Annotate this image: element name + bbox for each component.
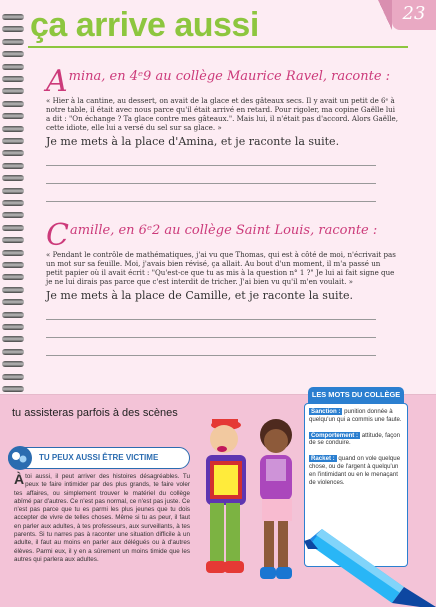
spiral-ring: [2, 200, 24, 206]
spiral-ring: [2, 361, 24, 367]
spiral-ring: [2, 51, 24, 57]
story-heading-text: mina, en 4ᵉ9 au collège Maurice Ravel, raconte :: [68, 69, 391, 84]
spiral-ring: [2, 349, 24, 355]
writing-line[interactable]: [46, 355, 376, 356]
story-prompt: Je me mets à la place de Camille, et je raconte la suite.: [46, 289, 353, 302]
page-title: ça arrive aussi: [30, 6, 259, 44]
story-prompt: Je me mets à la place d'Amina, et je raconte la suite.: [46, 135, 340, 148]
spiral-ring: [2, 188, 24, 194]
glossary-entry: [309, 432, 403, 448]
spiral-ring: [2, 312, 24, 318]
story-heading: [46, 64, 398, 99]
spiral-ring: [2, 374, 24, 380]
glossary-title: LES MOTS DU COLLÈGE: [308, 387, 404, 403]
spiral-ring: [2, 150, 24, 156]
spiral-ring: [2, 113, 24, 119]
glossary-term: Sanction :: [311, 408, 341, 415]
glossary-definition: punition donnée à quelqu'un qui a commis une faute.: [309, 408, 402, 423]
spiral-ring: [2, 88, 24, 94]
spiral-ring: [2, 126, 24, 132]
speech-bubble-icon: [6, 444, 34, 472]
glossary-definition: attitude, façon de se conduire.: [309, 431, 401, 447]
story-amina: [46, 64, 398, 202]
spiral-ring: [2, 225, 24, 231]
victim-heading-box: [8, 447, 190, 469]
spiral-ring: [2, 175, 24, 181]
glossary-entry: [309, 455, 403, 486]
writing-line[interactable]: [46, 165, 376, 166]
spiral-ring: [2, 336, 24, 342]
spiral-ring: [2, 274, 24, 280]
spiral-ring: [2, 138, 24, 144]
story-text: « Pendant le contrôle de mathématiques, j'ai vu que Thomas, qui est à côté de moi, n'écrivait pas un mot sur sa feuille. Moi, j'avais bien révisé, ça allait. Au bout d'un moment, il m'a passé un petit papier où il avait écrit : "Qu'est-ce que tu as mis à la question n° 1 ?" Je lui ai fait signe que je ne lui dirais pas parce que c'est interdit de tricher. J'ai bien vu qu'il m'en voulait. »: [46, 250, 396, 286]
story-text: « Hier à la cantine, au dessert, on avait de la glace et des gâteaux secs. Il y avait un petit de 6ᵉ à notre table, il était avec nous parce qu'il était arrivé en retard. Pour rigoler, ma copine Gaëlle lui a dit : "On échange ? Ta glace contre mes gâteaux.". Mais lui, il n'était pas d'accord. Alors Gaëlle, cette idiote, elle lui a versé du sel sur sa glace. »: [46, 96, 398, 132]
spiral-ring: [2, 101, 24, 107]
spiral-ring: [2, 250, 24, 256]
body-text: toi aussi, il peut arriver des histoires désagréables. Tu peux te faire intimider par des plus grands, te faire voler tes affaires, ou simplement trouver le matériel du collège abîmé par d'autres. Ce n'est pas normal, ce n'est pas juste. Ce n'est pas parce que tu es parmi les plus jeunes que tu dois accepter de vivre de telles choses. Même si tu as peur, il faut en parler aux adultes, à tes professeurs, aux surveillants, à tes parents. Si tu narres pas à raconter une situation difficile à un adulte, il faut au moins en parler aux délégués ou à d'autres élèves. Parmi eux, il y en a sûrement un moins timide que les autres qui parlera aux adultes.: [14, 473, 190, 563]
story-heading: [46, 218, 398, 253]
story-dropcap: C: [46, 218, 69, 253]
body-dropcap: À: [14, 471, 25, 487]
scene-caption: tu assisteras parfois à des scènes: [12, 407, 178, 419]
story-camille: [46, 218, 398, 356]
highlighter-marker-illustration: [300, 505, 436, 607]
spiral-ring: [2, 76, 24, 82]
spiral-ring: [2, 14, 24, 20]
victim-body-text: [14, 473, 190, 564]
spiral-ring: [2, 287, 24, 293]
spiral-ring: [2, 39, 24, 45]
spiral-ring: [2, 163, 24, 169]
title-underline: [28, 46, 408, 48]
spiral-ring: [2, 386, 24, 392]
spiral-ring: [2, 237, 24, 243]
spiral-ring: [2, 64, 24, 70]
page-number: 23: [392, 0, 436, 30]
writing-line[interactable]: [46, 201, 376, 202]
boy-figure: [206, 419, 246, 573]
girl-figure: [260, 419, 292, 579]
spiral-ring: [2, 212, 24, 218]
spiral-ring: [2, 299, 24, 305]
glossary-term: Racket :: [311, 455, 335, 463]
writing-line[interactable]: [46, 183, 376, 184]
bottom-section: [0, 390, 436, 607]
story-dropcap: A: [46, 64, 68, 99]
spiral-ring: [2, 324, 24, 330]
writing-line[interactable]: [46, 337, 376, 338]
kids-illustration: [196, 405, 304, 603]
victim-title: TU PEUX AUSSI ÊTRE VICTIME: [39, 453, 159, 462]
glossary-definition: quand on vole quelque chose, ou de l'argent à quelqu'un en l'intimidant ou en le menaçant de violences.: [309, 455, 401, 486]
writing-line[interactable]: [46, 319, 376, 320]
story-heading-text: amille, en 6ᵉ2 au collège Saint Louis, raconte :: [69, 223, 378, 238]
spiral-binding: [0, 0, 26, 395]
spiral-ring: [2, 26, 24, 32]
glossary-term: Comportement :: [311, 431, 359, 439]
glossary-entry: [309, 408, 403, 424]
spiral-ring: [2, 262, 24, 268]
